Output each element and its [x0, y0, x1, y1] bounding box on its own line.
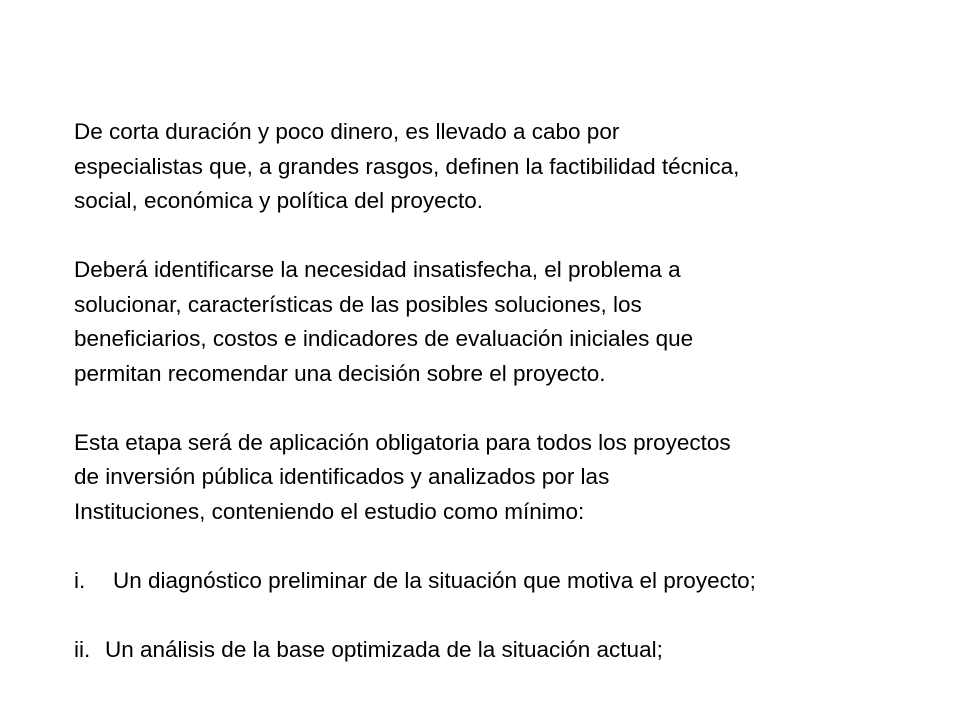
list-marker: ii.	[74, 636, 91, 662]
list-item-text: Un diagnóstico preliminar de la situación que motiva el proyecto;	[113, 567, 756, 593]
slide-body	[74, 115, 894, 702]
list-item-i	[74, 564, 894, 599]
text-line: social, económica y política del proyecto.	[74, 188, 483, 213]
text-line: permitan recomendar una decisión sobre el proyecto.	[74, 360, 606, 386]
paragraph-requirements	[74, 253, 894, 391]
text-line: de inversión pública identificados y analizados por las	[74, 464, 610, 489]
list-item-text: Un análisis de la base optimizada de la situación actual;	[105, 636, 663, 662]
text-line: solucionar, características de las posibles soluciones, los	[74, 291, 642, 317]
paragraph-obligation	[74, 426, 894, 530]
list-marker: i.	[74, 567, 86, 593]
list-item-ii	[74, 633, 894, 668]
text-line: especialistas que, a grandes rasgos, definen la factibilidad técnica,	[74, 153, 740, 179]
text-line: Deberá identificarse la necesidad insatisfecha, el problema a	[74, 257, 681, 282]
text-line: Esta etapa será de aplicación obligatoria para todos los proyectos	[74, 429, 731, 455]
text-line: De corta duración y poco dinero, es llevado a cabo por	[74, 119, 620, 144]
paragraph-intro	[74, 115, 894, 219]
text-line: Instituciones, conteniendo el estudio como mínimo:	[74, 498, 585, 524]
text-line: beneficiarios, costos e indicadores de evaluación iniciales que	[74, 326, 694, 351]
